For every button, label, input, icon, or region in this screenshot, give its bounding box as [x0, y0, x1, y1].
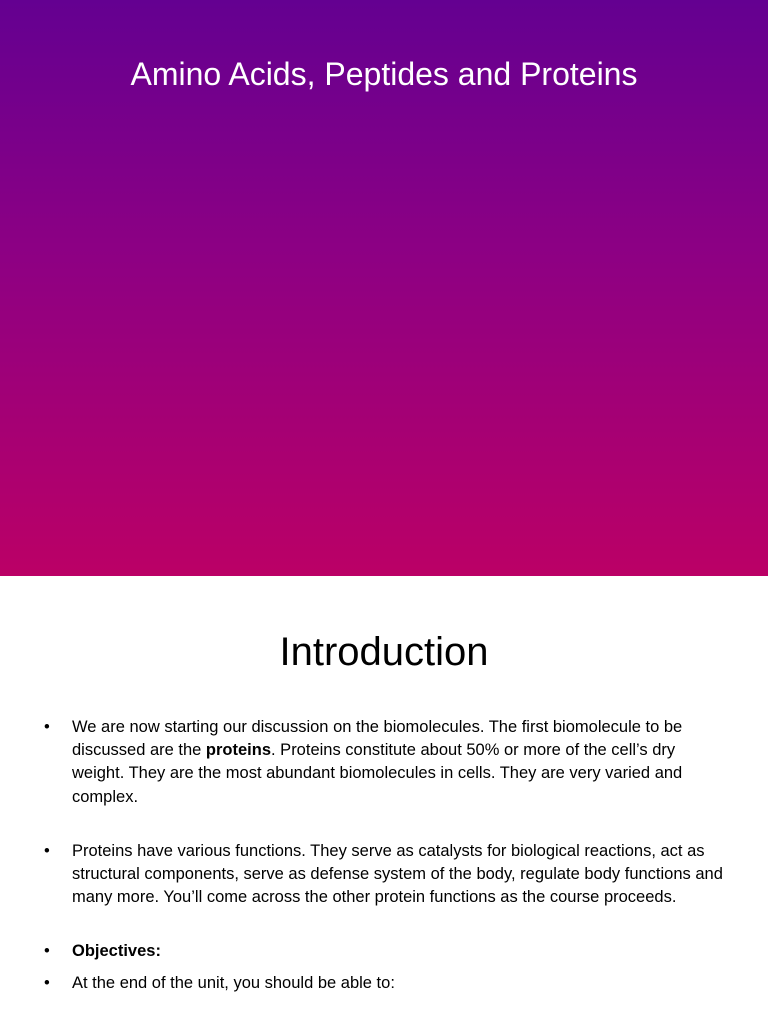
- bullet-text-part: We are now starting our discussion on the biomolecules. The first biomolecule to be discussed are the: [72, 718, 683, 760]
- bullet-text: At the end of the unit, you should be able to:: [72, 973, 395, 992]
- bullet-icon: •: [44, 942, 50, 961]
- bullet-list: [44, 716, 724, 995]
- bullet-text: [72, 718, 682, 806]
- bullet-item-objectives: [44, 940, 724, 963]
- bullet-text: Objectives:: [72, 942, 161, 961]
- bullet-text: Proteins have various functions. They serve as catalysts for biological reactions, act as structural components, serve as defense system of the body, regulate body functions and many more. You’ll come across the other protein functions as the course proceeds.: [72, 841, 723, 907]
- bullet-item-end-of-unit: [44, 972, 724, 995]
- bullet-item-biomolecules: [44, 716, 724, 809]
- bullet-text-part: . Proteins constitute about 50% or more of the cell’s dry weight. They are the most abundant biomolecules in cells. They are very varied and complex.: [72, 741, 683, 806]
- slide-title: Amino Acids, Peptides and Proteins: [130, 56, 638, 92]
- bullet-icon: •: [44, 718, 50, 736]
- introduction-slide: [0, 576, 768, 1024]
- bullet-item-functions: [44, 840, 724, 910]
- bold-term: proteins: [205, 741, 272, 760]
- bullet-icon: •: [44, 841, 50, 860]
- bullet-icon: •: [44, 973, 50, 992]
- slide-heading: Introduction: [279, 630, 489, 674]
